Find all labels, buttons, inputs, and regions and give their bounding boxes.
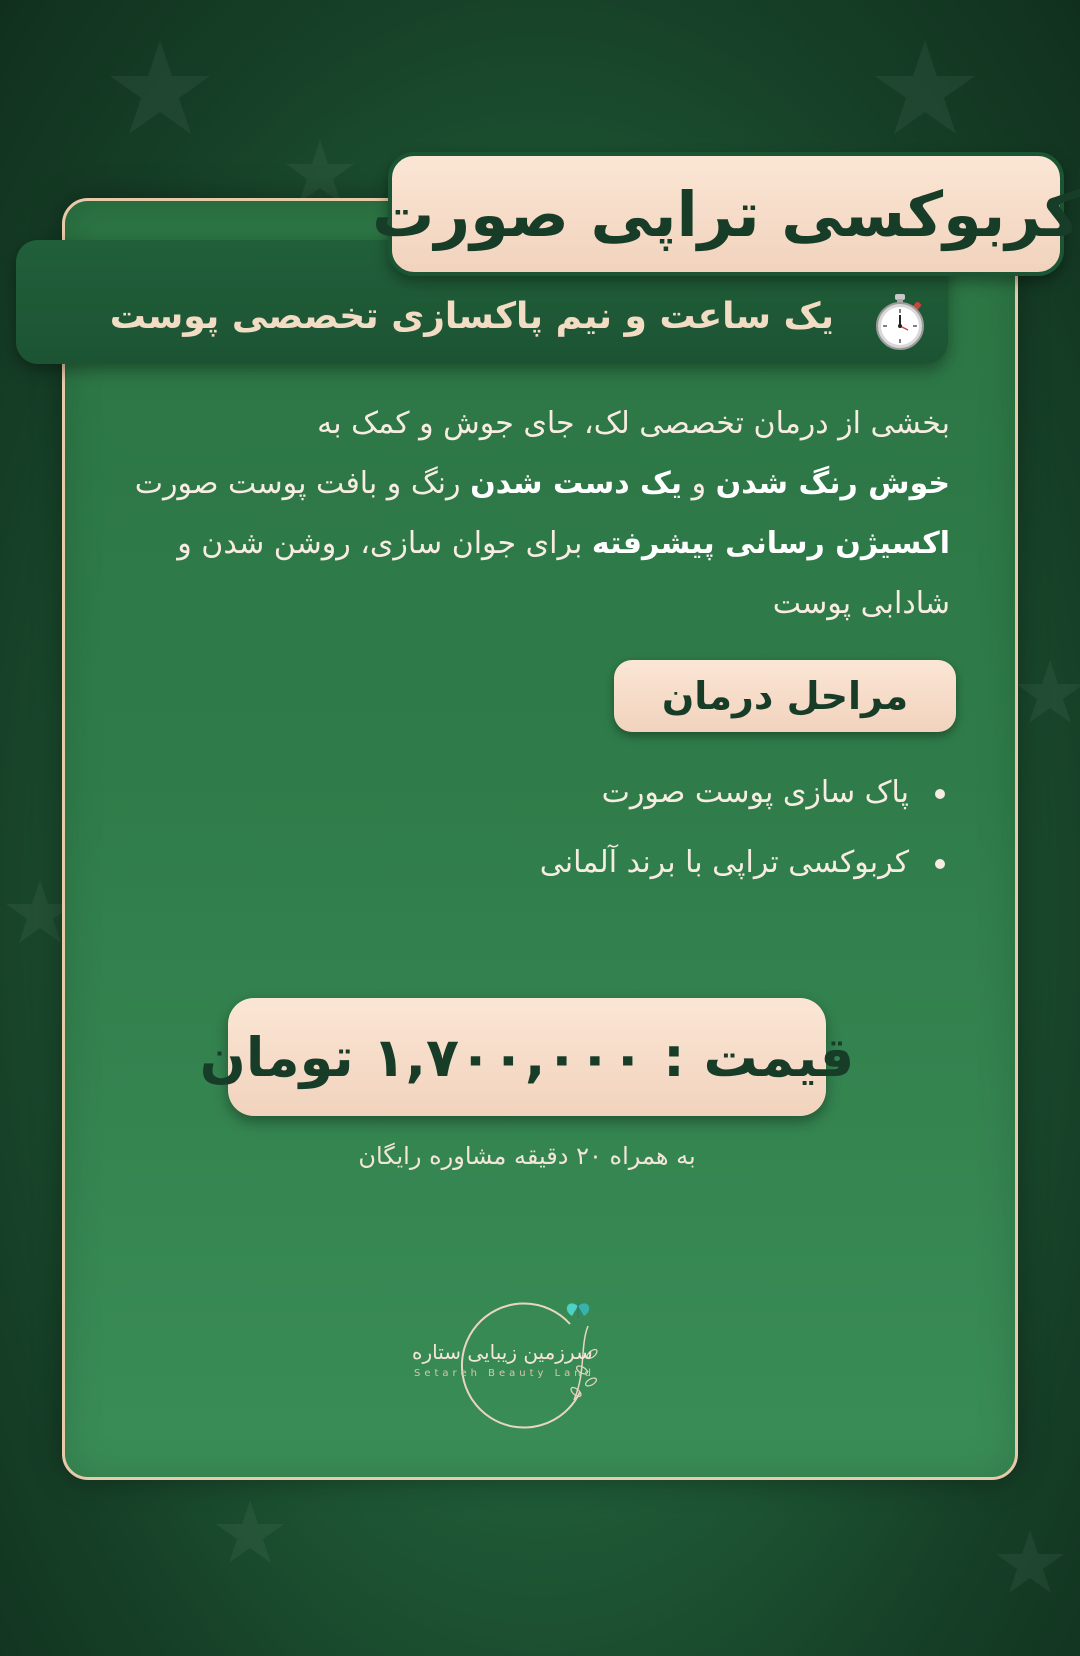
description-highlight: یک دست شدن: [470, 466, 683, 501]
price-badge: [199, 998, 855, 1116]
description-line: [120, 514, 950, 574]
duration-text: یک ساعت و نیم پاکسازی تخصصی پوست: [109, 296, 834, 337]
description-line: [120, 394, 950, 454]
butterfly-icon: [567, 1303, 589, 1318]
description-text: و: [682, 466, 716, 501]
step-label: کربوکسی تراپی با برند آلمانی: [539, 845, 909, 880]
logo-subtitle: Setareh Beauty Land: [414, 1368, 595, 1379]
steps-list: [385, 758, 945, 898]
logo: [410, 1296, 620, 1432]
bullet-icon: [935, 789, 945, 799]
description-text: بخشی از درمان تخصصی لک، جای جوش و کمک به: [317, 406, 950, 441]
description-highlight: اکسیژن رسانی پیشرفته: [591, 526, 950, 561]
list-item: [385, 758, 945, 828]
bullet-icon: [935, 859, 945, 869]
step-label: پاک سازی پوست صورت: [601, 775, 909, 810]
logo-name: سرزمین زیبایی ستاره: [412, 1340, 593, 1364]
description-highlight: خوش رنگ شدن: [715, 466, 950, 501]
description-line: [120, 454, 950, 514]
description: [120, 394, 950, 634]
price-text: قیمت : ۱,۷۰۰,۰۰۰ تومان: [199, 1025, 855, 1089]
steps-heading: مراحل درمان: [661, 674, 909, 718]
description-text: شادابی پوست: [772, 586, 950, 621]
page-title: کربوکسی تراپی صورت: [372, 177, 1080, 251]
consultation-note: به همراه ۲۰ دقیقه مشاوره رایگان: [358, 1142, 696, 1170]
description-text: رنگ و بافت پوست صورت: [134, 466, 471, 501]
description-text: برای جوان سازی، روشن شدن و: [177, 526, 592, 561]
description-line: [120, 574, 950, 634]
stopwatch-icon: [874, 294, 926, 350]
steps-heading-badge: [614, 660, 956, 732]
list-item: [385, 828, 945, 898]
title-badge: [372, 152, 1080, 276]
